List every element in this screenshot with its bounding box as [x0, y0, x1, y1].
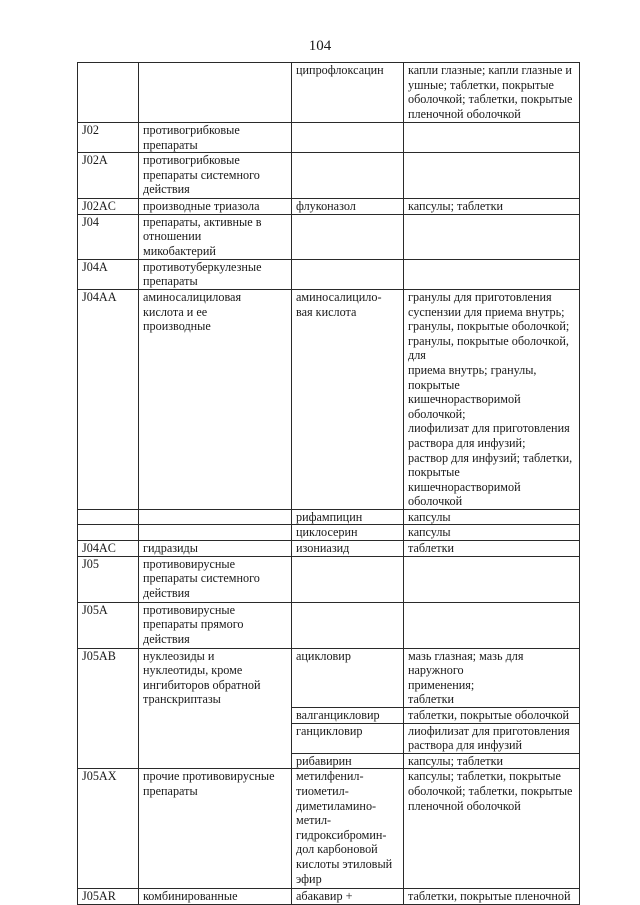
- dosage-forms-cell-text: таблетки, покрытые оболочкой: [408, 708, 570, 723]
- atc-code-cell: [78, 769, 139, 889]
- dosage-forms-cell: [404, 289, 580, 509]
- dosage-forms-cell: [404, 63, 580, 123]
- drug-name-cell: [292, 602, 404, 648]
- drug-name-cell: [292, 556, 404, 602]
- drug-name-cell-text: аминосалицило- вая кислота: [296, 289, 382, 319]
- table-row: [78, 769, 580, 889]
- group-name-cell: [139, 214, 292, 259]
- group-name-cell-text: комбинированные: [143, 889, 238, 904]
- group-name-cell: [139, 769, 292, 889]
- atc-code-cell: [78, 123, 139, 153]
- drug-name-cell: [292, 289, 404, 509]
- table-row: [78, 199, 580, 215]
- drug-name-cell-text: рифампицин: [296, 509, 363, 524]
- drug-name-cell-text: ципрофлоксацин: [296, 63, 384, 77]
- group-name-cell-text: противогрибковые препараты: [143, 123, 240, 152]
- group-name-cell-text: противогрибковые препараты системного действия: [143, 153, 260, 197]
- group-name-cell: [139, 602, 292, 648]
- drug-name-cell: [292, 525, 404, 541]
- drug-name-cell-text: абакавир +: [296, 889, 353, 904]
- group-name-cell-text: противотуберкулезные препараты: [143, 259, 262, 289]
- dosage-forms-cell-text: капли глазные; капли глазные и ушные; таблетки, покрытые оболочкой; таблетки, покрытые пленочной оболочкой: [408, 63, 573, 121]
- group-name-cell-text: производные триазола: [143, 199, 260, 214]
- dosage-forms-cell: [404, 509, 580, 525]
- group-name-cell: [139, 525, 292, 541]
- group-name-cell-text: противовирусные препараты прямого действия: [143, 602, 244, 646]
- group-name-cell: [139, 556, 292, 602]
- group-name-cell: [139, 63, 292, 123]
- table-row: [78, 509, 580, 525]
- drug-name-cell-text: изониазид: [296, 541, 350, 556]
- group-name-cell: [139, 199, 292, 215]
- dosage-forms-cell: [404, 153, 580, 199]
- atc-code-cell-text: J05: [82, 556, 99, 571]
- atc-code-cell: [78, 602, 139, 648]
- drug-name-cell: [292, 753, 404, 769]
- dosage-forms-cell: [404, 602, 580, 648]
- table-row: [78, 602, 580, 648]
- atc-code-cell-text: J04A: [82, 259, 108, 274]
- table-row: [78, 63, 580, 123]
- drug-name-cell: [292, 648, 404, 707]
- drug-table-body: [78, 63, 580, 905]
- drug-name-cell-text: метилфенил- тиометил- диметиламино- метил- гидроксибромин- дол карбоновой кислоты этиловый эфир: [296, 769, 393, 886]
- group-name-cell: [139, 289, 292, 509]
- dosage-forms-cell: [404, 199, 580, 215]
- table-row: [78, 259, 580, 289]
- dosage-forms-cell-text: таблетки: [408, 541, 455, 556]
- atc-code-cell: [78, 259, 139, 289]
- dosage-forms-cell-text: мазь глазная; мазь для наружного применения; таблетки: [408, 648, 524, 707]
- drug-name-cell: [292, 199, 404, 215]
- atc-code-cell: [78, 199, 139, 215]
- atc-code-cell: [78, 214, 139, 259]
- atc-code-cell: [78, 153, 139, 199]
- dosage-forms-cell: [404, 753, 580, 769]
- table-row: [78, 214, 580, 259]
- atc-code-cell-text: J04AA: [82, 289, 117, 304]
- drug-name-cell: [292, 769, 404, 889]
- dosage-forms-cell: [404, 123, 580, 153]
- drug-name-cell: [292, 153, 404, 199]
- atc-code-cell-text: J05AB: [82, 648, 116, 663]
- group-name-cell-text: аминосалициловая кислота и ее производные: [143, 289, 242, 334]
- atc-code-cell-text: J02A: [82, 153, 108, 168]
- group-name-cell: [139, 153, 292, 199]
- group-name-cell-text: прочие противовирусные препараты: [143, 769, 275, 798]
- page-number: 104: [308, 38, 332, 54]
- group-name-cell-text: препараты, активные в отношении микобактерий: [143, 214, 262, 258]
- dosage-forms-cell-text: гранулы для приготовления суспензии для приема внутрь; гранулы, покрытые оболочкой; гранулы, покрытые оболочкой, для приема внутрь; гранулы, покрытые кишечнорастворимой оболочкой; лиофилизат для приготовления раствора для инфузий; раствор для инфузий; таблетки, покрытые кишечнорастворимой оболочкой: [408, 289, 573, 509]
- group-name-cell-text: гидразиды: [143, 541, 198, 556]
- dosage-forms-cell: [404, 648, 580, 707]
- dosage-forms-cell: [404, 769, 580, 889]
- dosage-forms-cell-text: капсулы; таблетки: [408, 199, 504, 214]
- atc-code-cell-text: J05AR: [82, 889, 116, 904]
- drug-name-cell: [292, 259, 404, 289]
- dosage-forms-cell: [404, 889, 580, 905]
- atc-code-cell-text: J05A: [82, 602, 108, 617]
- atc-code-cell: [78, 889, 139, 905]
- table-row: [78, 541, 580, 557]
- group-name-cell-text: нуклеозиды и нуклеотиды, кроме ингибиторов обратной транскриптазы: [143, 648, 261, 707]
- table-row: [78, 889, 580, 905]
- group-name-cell-text: противовирусные препараты системного действия: [143, 556, 260, 600]
- atc-code-cell: [78, 525, 139, 541]
- group-name-cell: [139, 509, 292, 525]
- atc-code-cell-text: J05AX: [82, 769, 117, 784]
- table-row: [78, 525, 580, 541]
- group-name-cell: [139, 541, 292, 557]
- atc-code-cell-text: J02AC: [82, 199, 116, 214]
- drug-name-cell: [292, 123, 404, 153]
- drug-name-cell: [292, 723, 404, 753]
- table-row: [78, 123, 580, 153]
- table-row: [78, 648, 580, 707]
- drug-name-cell-text: ацикловир: [296, 648, 351, 663]
- group-name-cell: [139, 648, 292, 769]
- drug-name-cell-text: ганцикловир: [296, 723, 363, 738]
- dosage-forms-cell: [404, 708, 580, 724]
- atc-code-cell: [78, 63, 139, 123]
- dosage-forms-cell-text: капсулы: [408, 525, 451, 540]
- drug-name-cell-text: циклосерин: [296, 525, 358, 540]
- group-name-cell: [139, 259, 292, 289]
- atc-code-cell: [78, 289, 139, 509]
- group-name-cell: [139, 889, 292, 905]
- atc-code-cell: [78, 556, 139, 602]
- atc-code-cell-text: J02: [82, 123, 99, 137]
- drug-table: [77, 62, 580, 905]
- drug-name-cell-text: валганцикловир: [296, 708, 380, 723]
- drug-name-cell-text: флуконазол: [296, 199, 356, 214]
- atc-code-cell-text: J04AC: [82, 541, 116, 556]
- table-row: [78, 153, 580, 199]
- dosage-forms-cell: [404, 556, 580, 602]
- dosage-forms-cell: [404, 723, 580, 753]
- dosage-forms-cell-text: лиофилизат для приготовления раствора для инфузий: [408, 723, 570, 753]
- drug-name-cell: [292, 214, 404, 259]
- dosage-forms-cell: [404, 525, 580, 541]
- dosage-forms-cell: [404, 541, 580, 557]
- table-row: [78, 556, 580, 602]
- atc-code-cell: [78, 541, 139, 557]
- dosage-forms-cell: [404, 214, 580, 259]
- drug-name-cell: [292, 63, 404, 123]
- atc-code-cell-text: J04: [82, 214, 99, 229]
- drug-name-cell: [292, 889, 404, 905]
- dosage-forms-cell-text: капсулы: [408, 509, 451, 524]
- atc-code-cell: [78, 648, 139, 769]
- dosage-forms-cell: [404, 259, 580, 289]
- table-row: [78, 289, 580, 509]
- drug-name-cell: [292, 509, 404, 525]
- drug-name-cell: [292, 708, 404, 724]
- drug-name-cell-text: рибавирин: [296, 753, 352, 768]
- dosage-forms-cell-text: капсулы; таблетки, покрытые оболочкой; таблетки, покрытые пленочной оболочкой: [408, 769, 573, 813]
- dosage-forms-cell-text: капсулы; таблетки: [408, 753, 504, 768]
- atc-code-cell: [78, 509, 139, 525]
- dosage-forms-cell-text: таблетки, покрытые пленочной: [408, 889, 571, 904]
- group-name-cell: [139, 123, 292, 153]
- drug-name-cell: [292, 541, 404, 557]
